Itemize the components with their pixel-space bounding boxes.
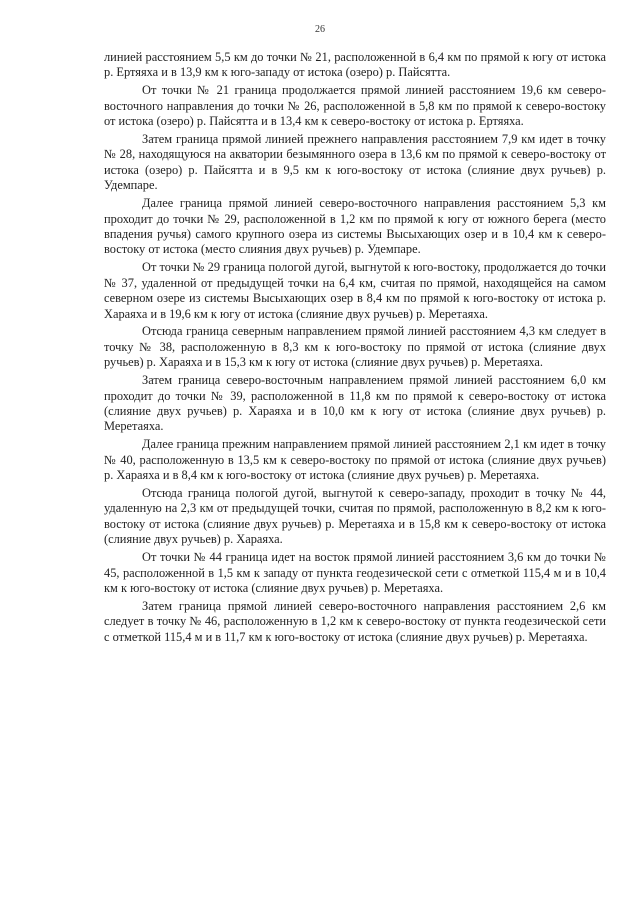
paragraph: линией расстоянием 5,5 км до точки № 21, расположенной в 6,4 км по прямой к югу от истока р. Ертяяха и в 13,9 км к юго-западу от истока (озеро) р. Пайсятта. <box>104 50 606 80</box>
paragraph: Затем граница прямой линией прежнего направления расстоянием 7,9 км идет в точку № 28, находящуюся на акватории безымянного озера в 13,6 км по прямой к северо-востоку от истока (озеро) р. Пайсятта и в 9,5 км к юго-востоку от истока (слияние двух ручьев) р. Удемпаре. <box>104 132 606 193</box>
paragraph: Далее граница прямой линией северо-восточного направления расстоянием 5,3 км проходит до точки № 29, расположенной в 1,2 км по прямой к югу от южного берега (место впадения ручья) самого крупного озера из системы Высыхающих озер и в 10,4 км к северо-востоку от истока (место слияния двух ручьев) р. Удемпаре. <box>104 196 606 257</box>
paragraph: Отсюда граница пологой дугой, выгнутой к северо-западу, проходит в точку № 44, удаленную на 2,3 км от предыдущей точки, считая по прямой, расположенную в 8,2 км к юго-востоку от истока (слияние двух ручьев) р. Меретаяха и в 15,8 км к северо-востоку от истока (слияние двух ручьев) р. Хараяха. <box>104 485 606 547</box>
paragraph: Затем граница северо-восточным направлением прямой линией расстоянием 6,0 км проходит до точки № 39, расположенной в 11,8 км по прямой к северо-востоку от истока (слияние двух ручьев) р. Хараяха и в 10,0 км к югу от истока (слияние двух ручьев) р. Меретаяха. <box>104 373 606 434</box>
paragraph: От точки № 44 граница идет на восток прямой линией расстоянием 3,6 км до точки № 45, расположенной в 1,5 км к западу от пункта геодезической сети с отметкой 115,4 м и в 10,4 км к юго-востоку от истока (слияние двух ручьев) р. Меретаяха. <box>104 550 606 595</box>
paragraph: От точки № 29 граница пологой дугой, выгнутой к юго-востоку, продолжается до точки № 37, удаленной от предыдущей точки на 6,4 км, считая по прямой, находящейся на самом северном озере из системы Высыхающих озер в 8,4 км по прямой к юго-востоку от истока р. Хараяха и в 19,6 км к югу от истока (слияние двух ручьев) р. Меретаяха. <box>104 260 606 321</box>
document-body <box>104 50 606 648</box>
paragraph: Далее граница прежним направлением прямой линией расстоянием 2,1 км идет в точку № 40, расположенную в 13,5 км к северо-востоку по прямой от истока (слияние двух ручьев) р. Хараяха и в 8,4 км к юго-востоку от истока (слияние двух ручьев) р. Меретаяха. <box>104 437 606 483</box>
paragraph: Затем граница прямой линией северо-восточного направления расстоянием 2,6 км следует в точку № 46, расположенную в 1,2 км к северо-востоку от пункта геодезической сети с отметкой 115,4 м и в 11,7 км к юго-востоку от истока (слияние двух ручьев) р. Меретаяха. <box>104 598 606 644</box>
paragraph: Отсюда граница северным направлением прямой линией расстоянием 4,3 км следует в точку № 38, расположенную в 8,3 км к юго-востоку по прямой от истока (слияние двух ручьев) р. Хараяха и в 15,3 км к югу от истока (слияние двух ручьев) р. Меретаяха. <box>104 324 606 370</box>
paragraph: От точки № 21 граница продолжается прямой линией расстоянием 19,6 км северо-восточного направления до точки № 26, расположенной в 5,8 км по прямой к северо-востоку от истока (озеро) р. Пайсятта и в 13,4 км к северо-востоку от истока р. Ертяяха. <box>104 83 606 129</box>
page-number: 26 <box>315 24 325 35</box>
